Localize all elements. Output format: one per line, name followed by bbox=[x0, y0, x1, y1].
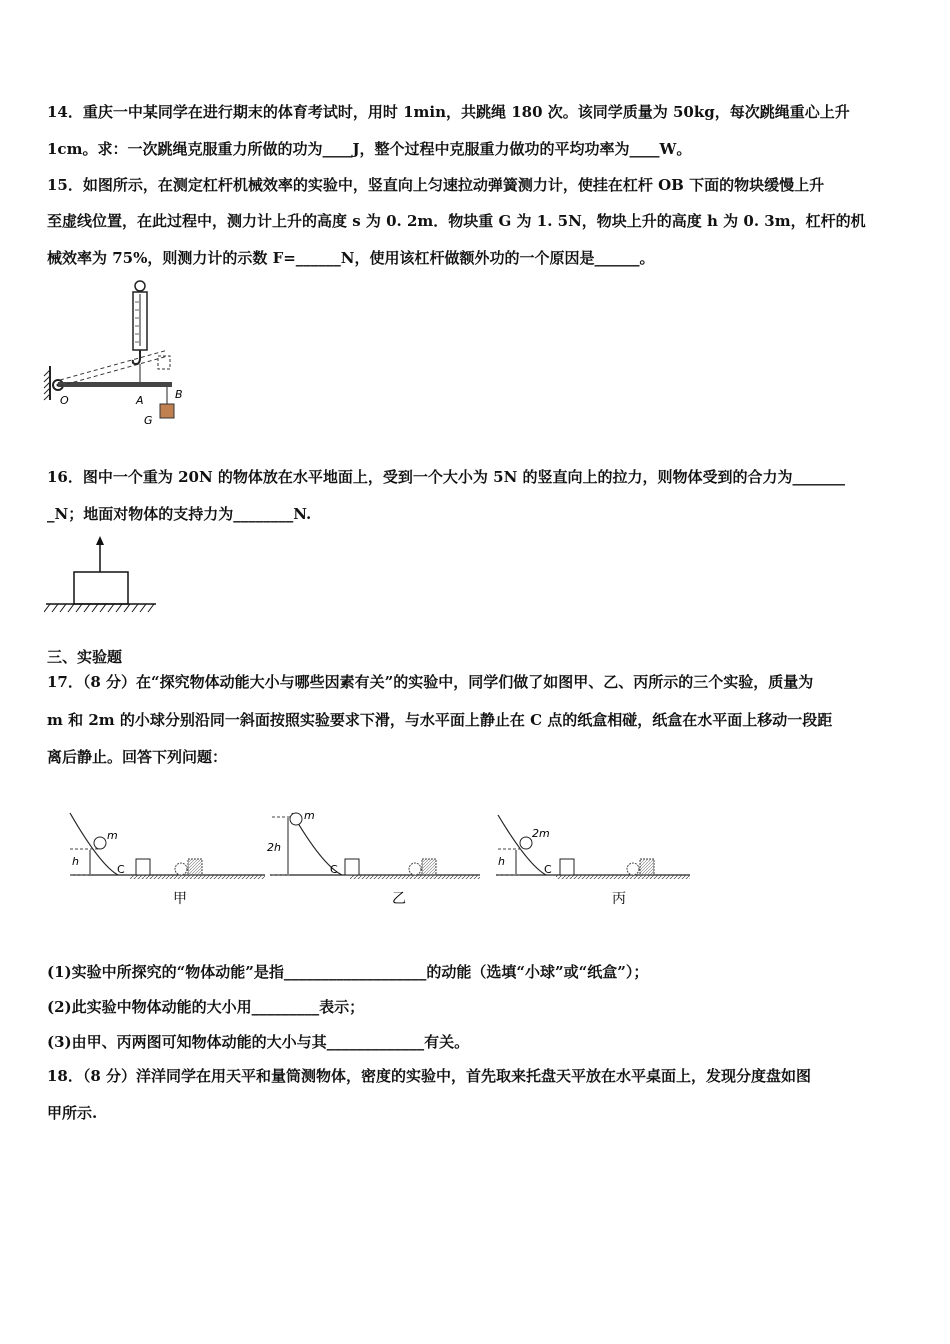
box-jia bbox=[136, 859, 150, 875]
point-label-yi: C bbox=[330, 863, 338, 876]
ground-hatch bbox=[44, 604, 154, 612]
scale-ring bbox=[135, 281, 145, 291]
caption-bing: 丙 bbox=[612, 891, 626, 907]
box-yi bbox=[345, 859, 359, 875]
lever-figure bbox=[40, 278, 200, 428]
q17-line-3: 离后静止。回答下列问题： bbox=[47, 748, 228, 766]
q18-line-1: 18．（8 分）洋洋同学在用天平和量筒测物体，密度的实验中，首先取来托盘天平放在水平桌面上，发现分度盘如图 bbox=[47, 1067, 812, 1085]
lever-bar bbox=[58, 382, 172, 387]
lever-dashed-top bbox=[60, 350, 168, 380]
height-label-yi: 2h bbox=[267, 841, 281, 854]
q14-line-2: 1cm。求：一次跳绳克服重力所做的功为____J，整个过程中克服重力做功的平均功率为____W。 bbox=[47, 140, 692, 158]
block-dashed bbox=[158, 356, 170, 369]
ball-yi bbox=[290, 813, 302, 825]
mass-label-yi: m bbox=[304, 809, 315, 822]
experiment-figures bbox=[60, 805, 710, 915]
q16-line-1: 16．图中一个重为 20N 的物体放在水平地面上，受到一个大小为 5N 的竖直向上的拉力，则物体受到的合力为_______ bbox=[47, 468, 846, 486]
ball-jia bbox=[94, 837, 106, 849]
caption-jia: 甲 bbox=[173, 891, 187, 907]
q17-sub-3: (3)由甲、丙两图可知物体动能的大小与其_____________有关。 bbox=[47, 1033, 470, 1051]
box-bing bbox=[560, 859, 574, 875]
section-title: 三、实验题 bbox=[47, 648, 123, 666]
ball-bing bbox=[520, 837, 532, 849]
figure-bing bbox=[496, 815, 690, 907]
mass-label-jia: m bbox=[107, 829, 118, 842]
q18-line-2: 甲所示. bbox=[47, 1104, 98, 1122]
q17-line-1: 17．（8 分）在“探究物体动能大小与哪些因素有关”的实验中，同学们做了如图甲、乙、丙所示的三个实验，质量为 bbox=[47, 673, 814, 691]
label-B: B bbox=[175, 388, 183, 401]
lever-dashed-bottom bbox=[60, 356, 168, 386]
q17-sub-1: (1)实验中所探究的“物体动能”是指___________________的动能（选填“小球”或“纸盒”）； bbox=[47, 963, 649, 981]
object-box bbox=[74, 572, 128, 604]
figure-jia bbox=[70, 813, 265, 907]
height-label-jia: h bbox=[72, 855, 79, 868]
q17-line-2: m 和 2m 的小球分别沿同一斜面按照实验要求下滑，与水平面上静止在 C 点的纸盒相碰，纸盒在水平面上移动一段距 bbox=[47, 711, 833, 729]
q14-line-1: 14．重庆一中某同学在进行期末的体育考试时，用时 1min，共跳绳 180 次。该同学质量为 50kg，每次跳绳重心上升 bbox=[47, 103, 850, 121]
q16-line-2: _N；地面对物体的支持力为________N. bbox=[47, 505, 312, 523]
point-label-jia: C bbox=[117, 863, 125, 876]
height-label-bing: h bbox=[498, 855, 505, 868]
block bbox=[160, 404, 174, 418]
force-figure bbox=[44, 536, 164, 620]
q17-sub-2: (2)此实验中物体动能的大小用_________表示； bbox=[47, 998, 365, 1016]
point-label-bing: C bbox=[544, 863, 552, 876]
mass-label-bing: 2m bbox=[532, 827, 550, 840]
q15-line-3: 械效率为 75%，则测力计的示数 F=______N，使用该杠杆做额外功的一个原因是______。 bbox=[47, 249, 655, 267]
caption-yi: 乙 bbox=[392, 891, 406, 907]
label-O: O bbox=[60, 394, 69, 407]
q15-line-2: 至虚线位置，在此过程中，测力计上升的高度 s 为 0. 2m．物块重 G 为 1. 5N，物块上升的高度 h 为 0. 3m，杠杆的机 bbox=[47, 212, 866, 230]
figure-yi bbox=[267, 809, 480, 907]
label-A: A bbox=[136, 394, 144, 407]
label-G: G bbox=[144, 414, 153, 427]
scale-hook bbox=[133, 350, 140, 364]
q15-line-1: 15．如图所示，在测定杠杆机械效率的实验中，竖直向上匀速拉动弹簧测力计，使挂在杠杆 OB 下面的物块缓慢上升 bbox=[47, 176, 825, 194]
